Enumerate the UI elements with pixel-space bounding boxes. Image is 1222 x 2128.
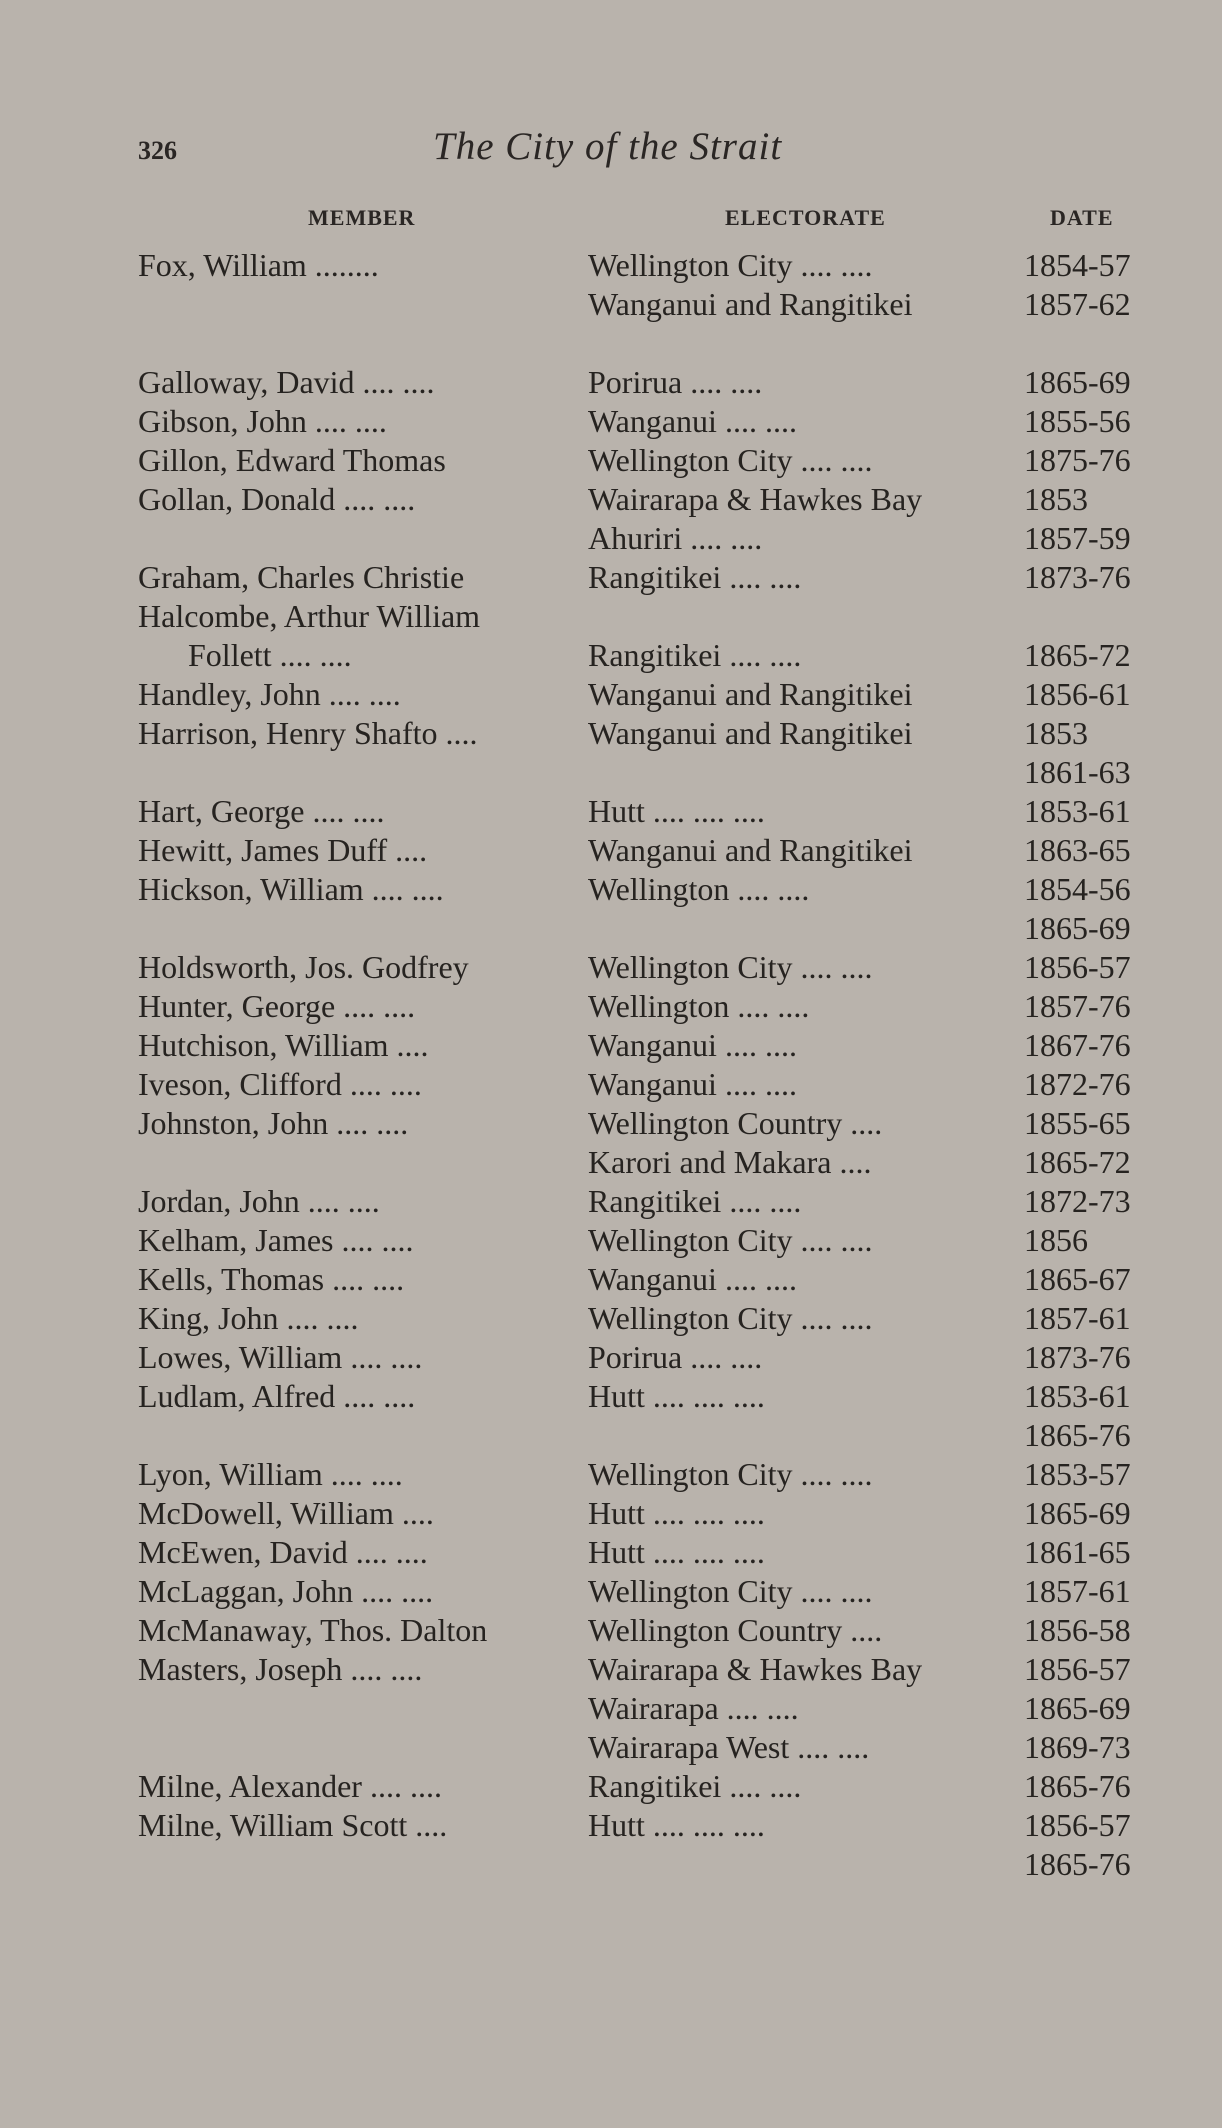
table-row <box>0 1728 1222 1767</box>
table-row <box>0 1026 1222 1065</box>
term-dates: 1865-76 <box>1024 1846 1131 1882</box>
electorate-name: Wellington City .... .... <box>588 1300 873 1336</box>
member-name: Hickson, William .... .... <box>138 871 444 907</box>
member-name: Harrison, Henry Shafto .... <box>138 715 478 751</box>
electorate-name: Wellington City .... .... <box>588 1456 873 1492</box>
table-row <box>0 1377 1222 1416</box>
term-dates: 1853-61 <box>1024 793 1131 829</box>
electorate-name: Wellington City .... .... <box>588 1573 873 1609</box>
term-dates: 1856-58 <box>1024 1612 1131 1648</box>
term-dates: 1857-59 <box>1024 520 1131 556</box>
table-row <box>0 714 1222 753</box>
table-row <box>0 948 1222 987</box>
term-dates: 1863-65 <box>1024 832 1131 868</box>
electorate-name: Hutt .... .... .... <box>588 1378 765 1414</box>
table-row <box>0 1260 1222 1299</box>
table-row <box>0 480 1222 519</box>
electorate-name: Wanganui .... .... <box>588 1261 797 1297</box>
electorate-name: Wellington .... .... <box>588 988 810 1024</box>
page-header <box>138 118 1078 178</box>
table-row <box>0 1338 1222 1377</box>
term-dates: 1865-76 <box>1024 1768 1131 1804</box>
term-dates: 1855-65 <box>1024 1105 1131 1141</box>
member-name: Kelham, James .... .... <box>138 1222 414 1258</box>
member-name: Gillon, Edward Thomas <box>138 442 446 478</box>
term-dates: 1865-69 <box>1024 1690 1131 1726</box>
table-row <box>0 1104 1222 1143</box>
member-name: Kells, Thomas .... .... <box>138 1261 405 1297</box>
term-dates: 1865-69 <box>1024 910 1131 946</box>
term-dates: 1856-61 <box>1024 676 1131 712</box>
term-dates: 1857-61 <box>1024 1573 1131 1609</box>
term-dates: 1872-73 <box>1024 1183 1131 1219</box>
member-name: Hutchison, William .... <box>138 1027 429 1063</box>
electorate-name: Wairarapa & Hawkes Bay <box>588 1651 923 1687</box>
electorate-name: Porirua .... .... <box>588 364 763 400</box>
table-row <box>0 1650 1222 1689</box>
table-row <box>0 1143 1222 1182</box>
term-dates: 1855-56 <box>1024 403 1131 439</box>
term-dates: 1861-63 <box>1024 754 1131 790</box>
member-name: Iveson, Clifford .... .... <box>138 1066 422 1102</box>
electorate-name: Wanganui and Rangitikei <box>588 286 913 322</box>
table-row <box>0 519 1222 558</box>
electorate-name: Hutt .... .... .... <box>588 1534 765 1570</box>
electorate-name: Wairarapa & Hawkes Bay <box>588 481 923 517</box>
member-name: Galloway, David .... .... <box>138 364 435 400</box>
term-dates: 1865-69 <box>1024 364 1131 400</box>
member-name: Milne, Alexander .... .... <box>138 1768 442 1804</box>
term-dates: 1857-76 <box>1024 988 1131 1024</box>
table-row <box>0 441 1222 480</box>
electorate-name: Porirua .... .... <box>588 1339 763 1375</box>
table-row <box>0 1689 1222 1728</box>
table-row <box>0 1572 1222 1611</box>
electorate-name: Hutt .... .... .... <box>588 1495 765 1531</box>
term-dates: 1861-65 <box>1024 1534 1131 1570</box>
member-name: Lyon, William .... .... <box>138 1456 403 1492</box>
electorate-name: Hutt .... .... .... <box>588 1807 765 1843</box>
electorate-name: Hutt .... .... .... <box>588 793 765 829</box>
electorate-name: Karori and Makara .... <box>588 1144 872 1180</box>
member-name: McManaway, Thos. Dalton <box>138 1612 488 1648</box>
electorate-name: Wellington Country .... <box>588 1105 883 1141</box>
table-row <box>0 597 1222 636</box>
member-column-header: MEMBER <box>308 205 416 230</box>
electorate-name: Wellington City .... .... <box>588 247 873 283</box>
table-row <box>0 1806 1222 1845</box>
term-dates: 1865-67 <box>1024 1261 1131 1297</box>
term-dates: 1853 <box>1024 715 1088 751</box>
table-row <box>0 246 1222 285</box>
member-name: McDowell, William .... <box>138 1495 434 1531</box>
table-row <box>0 1221 1222 1260</box>
term-dates: 1873-76 <box>1024 559 1131 595</box>
table-row <box>0 1533 1222 1572</box>
member-name: Lowes, William .... .... <box>138 1339 423 1375</box>
term-dates: 1857-62 <box>1024 286 1131 322</box>
member-name: Ludlam, Alfred .... .... <box>138 1378 416 1414</box>
table-row <box>0 1494 1222 1533</box>
term-dates: 1854-56 <box>1024 871 1131 907</box>
electorate-name: Wanganui and Rangitikei <box>588 715 913 751</box>
page-number: 326 <box>138 136 177 165</box>
table-row <box>0 870 1222 909</box>
member-name: Graham, Charles Christie <box>138 559 465 595</box>
member-name: Fox, William ........ <box>138 247 379 283</box>
term-dates: 1857-61 <box>1024 1300 1131 1336</box>
term-dates: 1853-57 <box>1024 1456 1131 1492</box>
member-name: Follett .... .... <box>188 637 352 673</box>
table-row <box>0 1611 1222 1650</box>
term-dates: 1865-72 <box>1024 637 1131 673</box>
term-dates: 1856-57 <box>1024 1651 1131 1687</box>
table-row <box>0 987 1222 1026</box>
electorate-name: Wellington .... .... <box>588 871 810 907</box>
electorate-name: Rangitikei .... .... <box>588 1768 802 1804</box>
table-row <box>0 1299 1222 1338</box>
electorate-name: Wanganui and Rangitikei <box>588 832 913 868</box>
member-name: Handley, John .... .... <box>138 676 401 712</box>
term-dates: 1867-76 <box>1024 1027 1131 1063</box>
electorate-name: Wellington City .... .... <box>588 949 873 985</box>
member-name: McLaggan, John .... .... <box>138 1573 434 1609</box>
table-row <box>0 1065 1222 1104</box>
table-row <box>0 1767 1222 1806</box>
table-row <box>0 636 1222 675</box>
member-name: King, John .... .... <box>138 1300 359 1336</box>
electorate-name: Wanganui and Rangitikei <box>588 676 913 712</box>
electorate-name: Wairarapa .... .... <box>588 1690 799 1726</box>
term-dates: 1872-76 <box>1024 1066 1131 1102</box>
term-dates: 1856-57 <box>1024 949 1131 985</box>
term-dates: 1869-73 <box>1024 1729 1131 1765</box>
table-row <box>0 792 1222 831</box>
member-name: Johnston, John .... .... <box>138 1105 409 1141</box>
term-dates: 1875-76 <box>1024 442 1131 478</box>
member-table <box>0 246 1222 1884</box>
term-dates: 1865-72 <box>1024 1144 1131 1180</box>
member-name: McEwen, David .... .... <box>138 1534 428 1570</box>
table-row <box>0 831 1222 870</box>
table-row <box>0 558 1222 597</box>
table-row <box>0 1182 1222 1221</box>
electorate-column-header: ELECTORATE <box>725 205 886 230</box>
electorate-name: Wairarapa West .... .... <box>588 1729 870 1765</box>
member-name: Halcombe, Arthur William <box>138 598 481 634</box>
table-row <box>0 285 1222 324</box>
table-row <box>0 753 1222 792</box>
electorate-name: Rangitikei .... .... <box>588 559 802 595</box>
table-row <box>0 363 1222 402</box>
table-row <box>0 1455 1222 1494</box>
electorate-name: Wanganui .... .... <box>588 403 797 439</box>
term-dates: 1865-76 <box>1024 1417 1131 1453</box>
electorate-name: Wellington City .... .... <box>588 1222 873 1258</box>
term-dates: 1865-69 <box>1024 1495 1131 1531</box>
electorate-name: Wanganui .... .... <box>588 1066 797 1102</box>
electorate-name: Wellington Country .... <box>588 1612 883 1648</box>
column-headers <box>0 205 1222 235</box>
electorate-name: Wanganui .... .... <box>588 1027 797 1063</box>
running-title: The City of the Strait <box>433 125 783 168</box>
member-name: Hunter, George .... .... <box>138 988 416 1024</box>
electorate-name: Rangitikei .... .... <box>588 1183 802 1219</box>
member-name: Gollan, Donald .... .... <box>138 481 416 517</box>
member-name: Hewitt, James Duff .... <box>138 832 428 868</box>
term-dates: 1856 <box>1024 1222 1088 1258</box>
term-dates: 1854-57 <box>1024 247 1131 283</box>
member-name: Hart, George .... .... <box>138 793 385 829</box>
member-name: Holdsworth, Jos. Godfrey <box>138 949 469 985</box>
member-name: Jordan, John .... .... <box>138 1183 380 1219</box>
date-column-header: DATE <box>1050 205 1114 230</box>
term-dates: 1873-76 <box>1024 1339 1131 1375</box>
member-name: Masters, Joseph .... .... <box>138 1651 423 1687</box>
member-name: Milne, William Scott .... <box>138 1807 448 1843</box>
table-row <box>0 402 1222 441</box>
table-row <box>0 324 1222 363</box>
electorate-name: Wellington City .... .... <box>588 442 873 478</box>
term-dates: 1856-57 <box>1024 1807 1131 1843</box>
table-row <box>0 1416 1222 1455</box>
table-row <box>0 1845 1222 1884</box>
table-row <box>0 909 1222 948</box>
term-dates: 1853 <box>1024 481 1088 517</box>
term-dates: 1853-61 <box>1024 1378 1131 1414</box>
table-row <box>0 675 1222 714</box>
electorate-name: Ahuriri .... .... <box>588 520 763 556</box>
electorate-name: Rangitikei .... .... <box>588 637 802 673</box>
member-name: Gibson, John .... .... <box>138 403 387 439</box>
